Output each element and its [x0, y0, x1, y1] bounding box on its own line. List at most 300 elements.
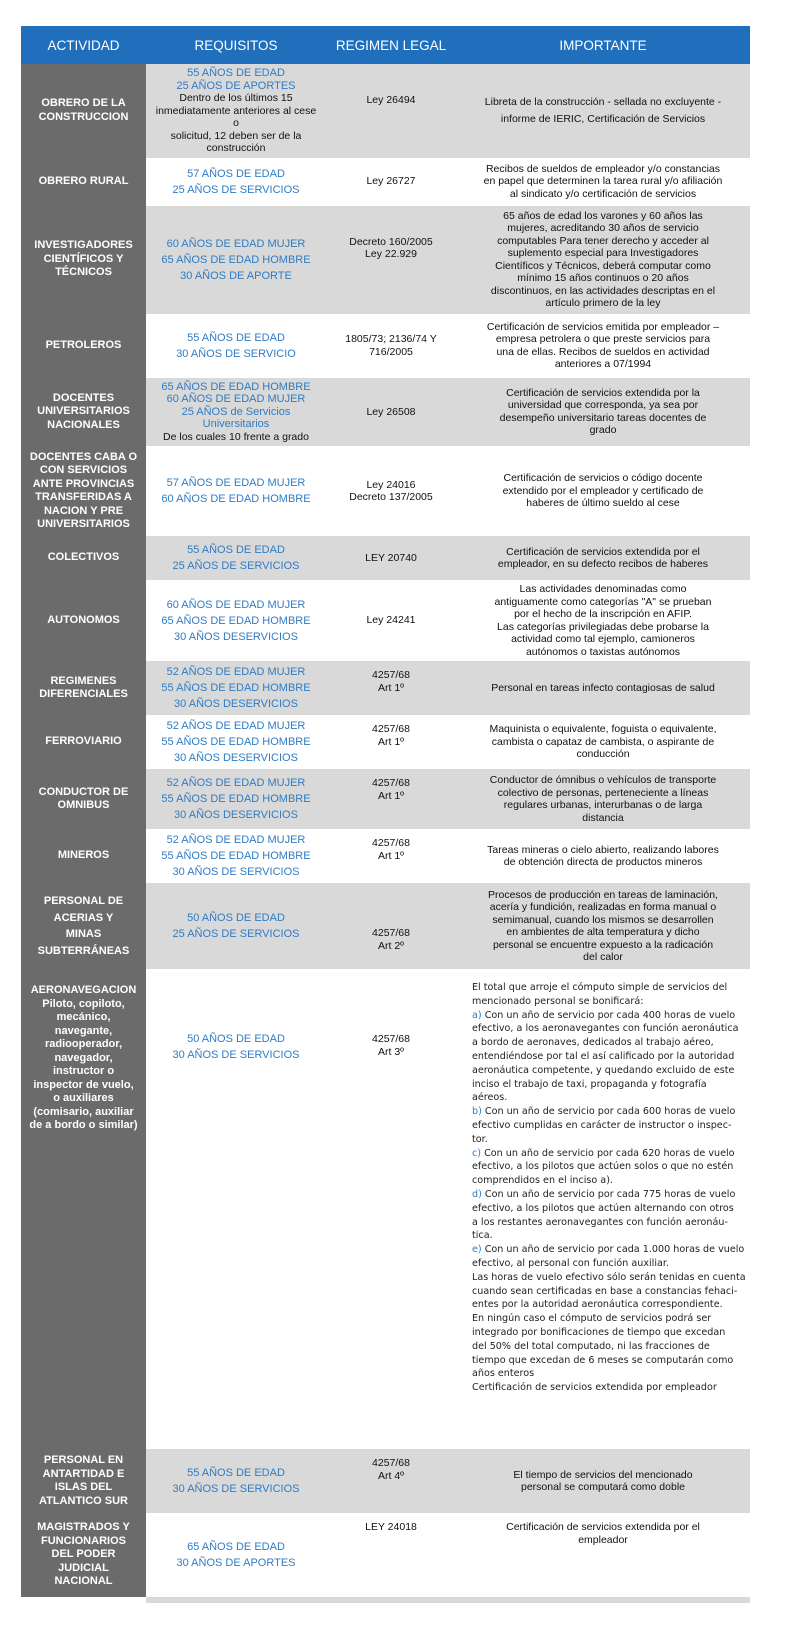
aero-item-text: aéreos. [472, 1092, 508, 1104]
activity-text [37, 392, 130, 433]
table-row [21, 883, 750, 969]
requirement-line: 55 AÑOS DE EDAD [187, 331, 285, 344]
table-row [21, 1449, 750, 1513]
important-line: Certificación de servicios emitida por empleador – [486, 320, 720, 333]
important-line: Personal en tareas infecto contagiosas de salud [491, 681, 715, 694]
table-row [21, 158, 750, 206]
requirements-cell [146, 446, 326, 536]
important-line: al sindicato y/o certificación de servicios [509, 187, 697, 200]
requirements-cell [146, 661, 326, 715]
aero-item-text: tica. [472, 1230, 493, 1242]
important-cell [456, 206, 750, 314]
activity-line: NACIONAL [54, 1575, 113, 1588]
aero-item-line [472, 1174, 613, 1188]
activity-line: Piloto, copiloto, [42, 997, 125, 1010]
aero-outro-line: cuando sean certificadas en base a constancias fehaci- [472, 1285, 738, 1297]
legal-regime-line: Art 1º [377, 681, 404, 694]
requirements-cell [146, 829, 326, 883]
important-line: Tareas mineras o cielo abierto, realizando labores [487, 843, 719, 856]
important-cell [456, 314, 750, 378]
aero-outro-line: años enteros [472, 1368, 535, 1380]
aero-item-text: tor. [472, 1133, 488, 1145]
activity-cell [21, 969, 146, 1449]
legal-regime-cell [326, 580, 456, 661]
legal-regime-cell [326, 446, 456, 536]
requirement-line: 30 AÑOS DE SERVICIOS [172, 1049, 300, 1061]
legal-regime-line: Decreto 137/2005 [349, 491, 433, 503]
legal-regime-line: LEY 24018 [365, 1521, 417, 1533]
requirements-cell [146, 1513, 326, 1597]
important-cell [456, 378, 750, 447]
aero-item-line [472, 1229, 493, 1243]
aero-item-line [472, 1188, 735, 1202]
activity-cell [21, 536, 146, 580]
requirement-line: 52 AÑOS DE EDAD MUJER [166, 777, 306, 789]
header-requisitos: REQUISITOS [194, 37, 278, 53]
table-row [21, 715, 750, 769]
activity-line: CON SERVICIOS [39, 464, 128, 476]
activity-text [34, 239, 132, 280]
table-row [21, 769, 750, 829]
legal-regime-cell [326, 1449, 456, 1513]
important-line: Libreta de la construcción - sellada no excluyente - [484, 95, 722, 108]
aero-item-line [472, 1050, 734, 1064]
legal-regime-cell [326, 829, 456, 883]
aero-intro-line: mencionado personal se bonificará: [472, 995, 644, 1007]
aero-item-label: b) [472, 1106, 482, 1118]
aero-item-line [472, 1257, 669, 1271]
aero-item-line [472, 1064, 734, 1078]
activity-line: ANTE PROVINCIAS [32, 477, 135, 490]
aero-intro-line: El total que arroje el cómputo simple de servicios del [472, 982, 728, 993]
legal-regime-line: 4257/68 [372, 777, 410, 789]
aero-item-label: c) [472, 1147, 482, 1159]
aero-item-text: entendiéndose por tal el así calificado por la autoridad [472, 1050, 735, 1062]
activity-line: DOCENTES CABA O [29, 450, 138, 463]
table-body [21, 64, 750, 1597]
aero-item-text: inciso el trabajo de taxi, propaganda y fotografía [472, 1078, 707, 1090]
table-row [21, 314, 750, 378]
activity-line: CIENTÍFICOS Y [43, 252, 124, 265]
legal-regime-line: 4257/68 [372, 669, 410, 681]
important-line: informe de IERIC, Certificación de Servicios [500, 112, 706, 125]
requirement-line: 25 AÑOS de Servicios Universitarios [181, 405, 291, 430]
legal-regime-line: Decreto 160/2005 [349, 235, 433, 248]
activity-line: UNIVERSITARIOS [37, 405, 130, 417]
activity-line: FUNCIONARIOS [41, 1534, 126, 1547]
aero-item-text: Con un año de servicio por cada 1.000 horas de vuelo [484, 1244, 745, 1256]
activity-text [58, 849, 109, 863]
activity-line: COLECTIVOS [47, 551, 120, 564]
important-line: personal se encuentre expuesto a la radicación [492, 938, 714, 951]
activity-line: MINEROS [57, 849, 110, 862]
legal-regime-cell [326, 715, 456, 769]
legal-regime-cell [326, 314, 456, 378]
activity-cell [21, 580, 146, 661]
activity-line: OMNIBUS [57, 799, 110, 811]
legal-regime-cell [326, 536, 456, 580]
requirement-line: 55 AÑOS DE EDAD HOMBRE [161, 793, 311, 805]
requirements-cell [146, 715, 326, 769]
important-line: Procesos de producción en tareas de laminación, [488, 888, 718, 901]
important-line: desempeño universitario tareas docentes de [499, 411, 707, 424]
activity-line: instructor o [52, 1065, 115, 1077]
aero-outro-line: Las horas de vuelo efectivo sólo serán tenidas en cuenta [472, 1271, 746, 1283]
aero-item-text: efectivo, a los pilotos que actúen alternando con otros [472, 1202, 734, 1214]
important-line: acería y fundición, realizadas en forma manual o [489, 901, 717, 913]
aero-item-text: Con un año de servicio por cada 620 horas de vuelo [484, 1147, 735, 1159]
activity-line: mecánico, [56, 1011, 111, 1023]
activity-line: o auxiliares [53, 1092, 114, 1104]
activity-line: OBRERO DE LA [41, 97, 126, 110]
important-line: semimanual, cuando los mismos se desarrollen [492, 913, 714, 926]
important-line: antiguamente como categorías "A" se prueban [494, 595, 712, 608]
requirement-line: 50 AÑOS DE EDAD [187, 1033, 285, 1045]
activity-text [45, 735, 121, 749]
important-cell [456, 446, 750, 536]
activity-line: navegante, [54, 1024, 113, 1037]
legal-regime-cell [326, 1513, 456, 1597]
important-line: actividad como tal ejemplo, camioneros [511, 633, 695, 645]
table-row [21, 446, 750, 536]
requirement-line: 30 AÑOS DE SERVICIOS [172, 866, 300, 878]
activity-line: DEL PODER [51, 1548, 116, 1561]
important-line: Maquinista o equivalente, foguista o equivalente, [489, 723, 717, 736]
important-line: de obtención directa de productos mineros [503, 856, 703, 868]
requirement-line: 55 AÑOS DE EDAD HOMBRE [161, 850, 311, 862]
header-importante: IMPORTANTE [559, 37, 647, 53]
activity-line: JUDICIAL [58, 1561, 109, 1574]
aero-item-text: efectivo, a los aeronavegantes con función aeronáutica [472, 1023, 739, 1035]
aero-item-line [472, 1036, 714, 1050]
aero-item-line [472, 1243, 744, 1257]
requirement-line: 30 AÑOS DESERVICIOS [174, 630, 298, 643]
requirement-note: solicitud, 12 deben ser de la [170, 129, 302, 142]
legal-regime-cell [326, 883, 456, 969]
aero-item-text: aeronáutica competente, y quedando excluido de este [472, 1064, 735, 1076]
requirement-line: 60 AÑOS DE EDAD MUJER [166, 393, 306, 405]
aero-item-line [472, 1133, 488, 1147]
table-row [21, 969, 750, 1449]
activity-cell [21, 64, 146, 158]
table-row [21, 580, 750, 661]
requirement-note: De los cuales 10 frente a grado [163, 430, 309, 443]
activity-cell [21, 206, 146, 314]
requirements-cell [146, 1449, 326, 1513]
activity-line: FERROVIARIO [45, 735, 122, 748]
requirements-cell [146, 769, 326, 829]
header-regimen-legal: REGIMEN LEGAL [335, 37, 447, 53]
legal-regime-line: 716/2005 [369, 345, 413, 358]
important-line: El tiempo de servicios del mencionado [513, 1468, 693, 1481]
requirement-line: 30 AÑOS DE APORTES [176, 1557, 296, 1569]
requirement-line: 65 AÑOS DE EDAD HOMBRE [161, 380, 311, 393]
requirement-line: 30 AÑOS DESERVICIOS [174, 698, 298, 710]
aero-item-line [472, 1216, 728, 1230]
activity-cell [21, 769, 146, 829]
requirement-note: construcción [206, 142, 266, 154]
activity-text [29, 972, 137, 1133]
important-line: una de ellas. Recibos de sueldos en actividad [496, 345, 710, 358]
aero-item-line [472, 1147, 735, 1161]
aero-item-text: a los restantes aeronavegantes con función aeronáu- [472, 1216, 728, 1228]
important-line: universidad que corresponda, ya sea por [507, 399, 699, 412]
important-line: empresa petrolera o que preste servicios para [495, 333, 711, 345]
requirement-line: 30 AÑOS DE SERVICIO [176, 347, 296, 360]
table-row [21, 536, 750, 580]
activity-cell [21, 1449, 146, 1513]
important-line: Las actividades denominadas como [519, 583, 687, 595]
legal-regime-cell [326, 378, 456, 447]
activity-cell [21, 883, 146, 969]
activity-line: CONDUCTOR DE [38, 785, 129, 798]
aero-item-text: comprendidos en el inciso a). [472, 1175, 613, 1187]
activity-line: UNIVERSITARIOS [37, 518, 130, 530]
activity-cell [21, 314, 146, 378]
legal-regime-line: Ley 26727 [366, 175, 416, 188]
important-line: mínimo 15 años continuos o 20 años [517, 272, 689, 284]
activity-line: OBRERO RURAL [38, 174, 129, 187]
requirement-line: 60 AÑOS DE EDAD HOMBRE [161, 493, 311, 505]
requirements-cell [146, 378, 326, 447]
requirement-line: 30 AÑOS DE SERVICIOS [172, 1483, 300, 1495]
important-line: extendido por el empleador y certificado de [502, 484, 704, 497]
legal-regime-line: Ley 22.929 [365, 248, 417, 260]
aero-item-text: Con un año de servicio por cada 600 horas de vuelo [484, 1106, 736, 1118]
activity-cell [21, 378, 146, 447]
important-line: Certificación de servicios o código docente [503, 472, 703, 485]
aero-item-line [472, 1022, 738, 1036]
important-line: Científicos y Técnicos, deberá computar como [495, 259, 711, 272]
important-cell [456, 1449, 750, 1513]
important-cell [456, 829, 750, 883]
table-row [21, 661, 750, 715]
requirement-line: 30 AÑOS DE APORTE [180, 269, 292, 282]
aero-item-line [472, 1105, 735, 1119]
important-line: 65 años de edad los varones y 60 años las [503, 209, 703, 222]
legal-regime-cell [326, 769, 456, 829]
legal-regime-line: Ley 26508 [366, 405, 416, 418]
important-line: por el hecho de la inscripción en AFIP. [514, 608, 692, 620]
requirement-line: 57 AÑOS DE EDAD [187, 167, 285, 180]
legal-regime-line: Art 1º [377, 849, 404, 862]
requirement-line: 52 AÑOS DE EDAD MUJER [166, 834, 306, 846]
activity-line: ANTARTIDAD E [42, 1467, 125, 1480]
activity-cell [21, 158, 146, 206]
activity-text [39, 1454, 128, 1508]
activity-text [39, 97, 129, 124]
important-line: Las categorías privilegiadas debe probarse la [497, 620, 709, 633]
activity-line: NACION Y PRE [43, 504, 124, 517]
activity-cell [21, 715, 146, 769]
aero-item-line [472, 1009, 735, 1023]
important-line: autónomos o taxistas autónomos [525, 645, 681, 658]
activity-line: TÉCNICOS [55, 266, 112, 279]
important-line: Conductor de ómnibus o vehículos de transporte [489, 774, 717, 786]
aero-outro-line: Certificación de servicios extendida por empleador [472, 1382, 717, 1394]
activity-line: PERSONAL DE [43, 895, 124, 907]
important-line: artículo primero de la ley [545, 297, 661, 309]
activity-line: CONSTRUCCION [38, 110, 129, 123]
activity-text [37, 1521, 130, 1589]
activity-line: DIFERENCIALES [39, 688, 128, 700]
important-cell [456, 536, 750, 580]
important-line: Certificación de servicios extendida por el [506, 545, 700, 558]
aero-outro-line: En ningún caso el cómputo de servicios podrá ser [472, 1313, 712, 1325]
activity-line: ACERIAS Y [53, 911, 114, 924]
requirement-line: 50 AÑOS DE EDAD [187, 912, 285, 924]
requirement-line: 52 AÑOS DE EDAD MUJER [166, 666, 306, 678]
important-line: Certificación de servicios extendida por el [506, 1521, 700, 1533]
aero-item-line [472, 1091, 507, 1105]
activity-line: PETROLEROS [45, 338, 122, 351]
requirements-cell [146, 580, 326, 661]
aero-item-text: Con un año de servicio por cada 775 horas de vuelo [484, 1188, 736, 1200]
activity-text [39, 786, 129, 813]
legal-regime-line: Art 3º [377, 1045, 404, 1058]
legal-regime-line: Ley 26494 [366, 94, 416, 106]
aero-item-label: e) [472, 1244, 482, 1256]
requirements-cell [146, 314, 326, 378]
important-line: regulares urbanas, interurbanas o de larga [503, 799, 703, 811]
important-cell [456, 1513, 750, 1597]
activity-text [48, 551, 120, 565]
activity-text [39, 175, 129, 189]
important-line: distancia [582, 811, 624, 824]
legal-regime-line: 4257/68 [372, 1457, 410, 1469]
important-cell [456, 715, 750, 769]
important-cell [456, 883, 750, 969]
activity-line: PERSONAL EN [43, 1454, 124, 1466]
legal-regime-line: 4257/68 [372, 723, 410, 735]
activity-line: radiooperador, [44, 1038, 123, 1050]
requirement-line: 55 AÑOS DE EDAD [187, 544, 285, 556]
requirements-cell [146, 536, 326, 580]
aero-item-line [472, 1202, 734, 1216]
legal-regime-line: Ley 24016 [366, 478, 416, 491]
important-line: grado [589, 424, 617, 437]
aero-item-line [472, 1119, 731, 1133]
activity-line: NACIONALES [47, 418, 120, 431]
aero-item-line [472, 1160, 733, 1174]
table-row [21, 378, 750, 447]
requirement-line: 25 AÑOS DE APORTES [176, 79, 296, 92]
activity-line: de a bordo o similar) [29, 1119, 138, 1131]
activity-line: AERONAVEGACION [30, 984, 137, 996]
table-row [21, 206, 750, 314]
activity-line: SUBTERRÁNEAS [37, 944, 130, 957]
activity-text [46, 339, 122, 353]
important-line: en papel que determinen la tarea rural y/o afiliación [483, 175, 723, 188]
requirement-line: 25 AÑOS DE SERVICIOS [172, 183, 300, 196]
important-line: haberes de último sueldo al cese [526, 497, 680, 510]
important-line: conducción [576, 748, 630, 761]
legal-regime-line: Art 1º [377, 735, 404, 748]
activity-text [47, 614, 120, 628]
aero-item-text: efectivo, al personal con función auxiliar. [472, 1257, 669, 1269]
activity-line: REGIMENES [50, 674, 117, 687]
requirement-line: 55 AÑOS DE EDAD HOMBRE [161, 682, 311, 694]
activity-line: AUTONOMOS [47, 613, 120, 626]
activity-cell [21, 446, 146, 536]
activity-text [38, 893, 130, 959]
legal-regime-cell [326, 64, 456, 158]
activity-line: MINAS [65, 928, 102, 940]
aero-item-text: efectivo, a los pilotos que actúen solos o que no estén [472, 1161, 734, 1173]
legal-regime-line: Ley 24241 [366, 614, 416, 627]
legal-regime-line: 4257/68 [372, 837, 410, 849]
activity-line: inspector de vuelo, [33, 1078, 134, 1091]
activity-line: TRANSFERIDAS A [35, 491, 132, 503]
important-cell [456, 769, 750, 829]
important-line: Certificación de servicios extendida por la [506, 386, 700, 399]
important-line: empleador [578, 1533, 628, 1546]
legal-regime-cell [326, 661, 456, 715]
aero-item-text: a bordo de aeronaves, dedicados al trabajo aéreo, [472, 1037, 714, 1049]
important-line: del calor [583, 951, 623, 963]
requirement-line: 30 AÑOS DESERVICIOS [174, 752, 298, 764]
activity-line: MAGISTRADOS Y [37, 1521, 130, 1534]
requirement-line: 55 AÑOS DE EDAD [187, 67, 285, 79]
header-actividad: ACTIVIDAD [47, 37, 120, 53]
important-line: computables Para tener derecho y acceder al [497, 234, 709, 247]
aero-outro-line: del 50% del total computado, ni las fracciones de [472, 1340, 710, 1352]
legal-regime-line: 1805/73; 2136/74 Y [345, 333, 437, 345]
table-header [21, 26, 750, 64]
requirement-line: 65 AÑOS DE EDAD [187, 1541, 285, 1553]
requirement-line: 65 AÑOS DE EDAD HOMBRE [161, 253, 311, 266]
activity-line: DOCENTES [52, 391, 115, 404]
requirement-line: 65 AÑOS DE EDAD HOMBRE [161, 614, 311, 627]
requirement-line: 55 AÑOS DE EDAD HOMBRE [161, 736, 311, 748]
legal-regime-line: LEY 20740 [365, 551, 417, 564]
retirement-regimes-table [21, 0, 750, 1603]
activity-text [30, 451, 137, 532]
requirement-note: inmediatamente anteriores al cese o [155, 104, 317, 129]
important-cell [456, 661, 750, 715]
aero-item-line [472, 1078, 707, 1092]
activity-line: (comisario, auxiliar [33, 1105, 134, 1118]
aero-item-label: d) [472, 1188, 482, 1200]
aero-item-label: a) [472, 1009, 482, 1021]
legal-regime-line: 4257/68 [372, 1033, 410, 1045]
requirement-note: Dentro de los últimos 15 [179, 92, 293, 104]
requirement-line: 25 AÑOS DE SERVICIOS [172, 928, 300, 940]
important-line: anteriores a 07/1994 [554, 358, 652, 370]
activity-cell [21, 829, 146, 883]
activity-text [39, 675, 128, 702]
legal-regime-line: Art 1º [377, 789, 404, 802]
aero-outro-line: entes por la autoridad aeronáutica correspondiente. [472, 1299, 723, 1311]
requirement-line: 60 AÑOS DE EDAD MUJER [166, 237, 306, 250]
important-line: mujeres, acreditando 30 años de servicio [507, 222, 699, 234]
legal-regime-line: 4257/68 [372, 927, 410, 939]
important-line: cambista o capataz de cambista, o aspirante de [491, 735, 715, 748]
legal-regime-line: Art 2º [377, 939, 404, 952]
requirement-line: 52 AÑOS DE EDAD MUJER [166, 720, 306, 732]
table-row [21, 64, 750, 158]
important-line: empleador, en su defecto recibos de haberes [497, 558, 709, 570]
important-line: colectivo de personas, perteneciente a líneas [497, 786, 709, 799]
requirement-line: 60 AÑOS DE EDAD MUJER [166, 598, 306, 611]
table-bottom-bar [146, 1597, 750, 1603]
requirement-line: 57 AÑOS DE EDAD MUJER [166, 477, 306, 489]
activity-line: navegador, [54, 1051, 113, 1064]
important-line: personal se computará como doble [520, 1481, 685, 1493]
requirements-cell [146, 883, 326, 969]
requirements-cell [146, 158, 326, 206]
table-row [21, 1513, 750, 1597]
